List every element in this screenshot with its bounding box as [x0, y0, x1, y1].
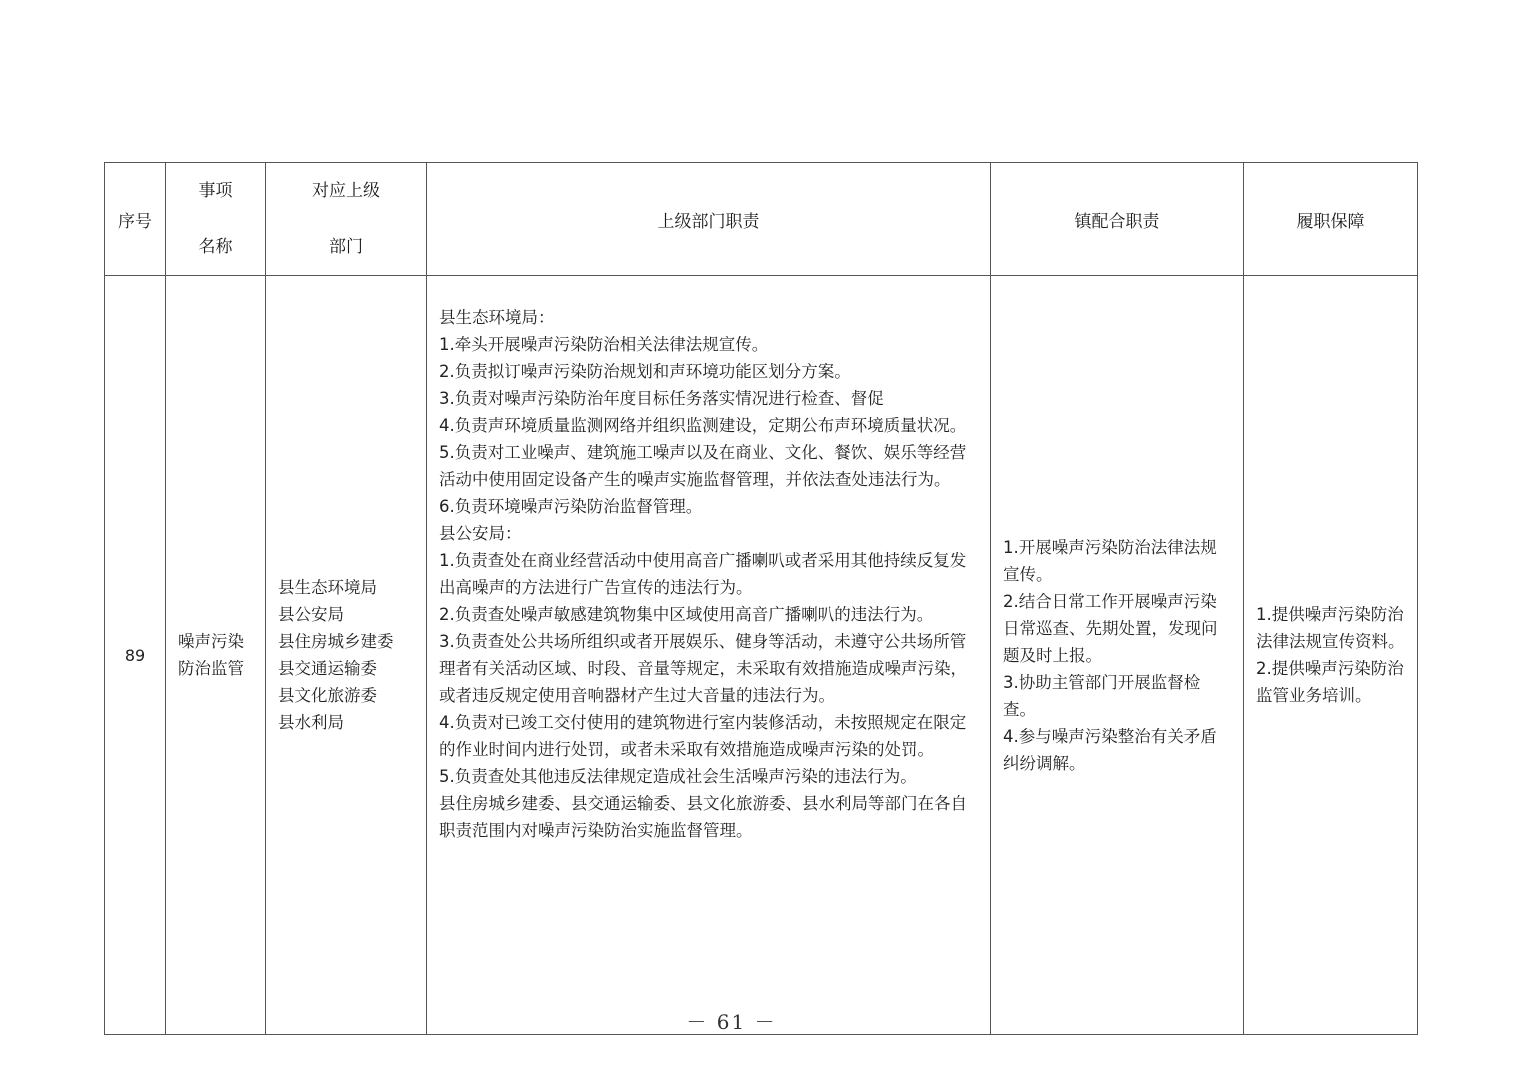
row-guarantee [1244, 276, 1418, 1035]
upper-duty-paragraph: 县住房城乡建委、县交通运输委、县文化旅游委、县水利局等部门在各自职责范围内对噪声污染防治实施监督管理。 [439, 794, 967, 840]
upper-duty-paragraph: 1.负责查处在商业经营活动中使用高音广播喇叭或者采用其他持续反复发出高噪声的方法进行广告宣传的违法行为。 [439, 551, 967, 597]
town-duty-item: 4.参与噪声污染整治有关矛盾纠纷调解。 [1003, 726, 1217, 773]
header-upper-duty: 上级部门职责 [427, 163, 991, 276]
department-item: 县住房城乡建委 [278, 632, 394, 651]
item-name-line: 噪声污染 [178, 632, 244, 651]
row-town-duty [991, 276, 1244, 1035]
upper-duty-paragraph: 县生态环境局： [439, 308, 555, 327]
header-dept-line2: 部门 [329, 237, 363, 257]
upper-duty-paragraph: 1.牵头开展噪声污染防治相关法律法规宣传。 [439, 335, 769, 354]
department-item: 县水利局 [278, 713, 344, 732]
row-seq: 89 [105, 276, 166, 1035]
upper-duty-paragraph: 4.负责声环境质量监测网络并组织监测建设，定期公布声环境质量状况。 [439, 416, 967, 435]
header-town-duty: 镇配合职责 [991, 163, 1244, 276]
header-guarantee: 履职保障 [1244, 163, 1418, 276]
department-item: 县交通运输委 [278, 659, 377, 678]
upper-duty-paragraph: 县公安局： [439, 524, 522, 543]
item-name-line: 防治监管 [178, 659, 244, 678]
upper-duty-paragraph: 3.负责对噪声污染防治年度目标任务落实情况进行检查、督促 [439, 389, 884, 408]
upper-duty-paragraph: 2.负责拟订噪声污染防治规划和声环境功能区划分方案。 [439, 362, 851, 381]
row-departments [266, 276, 427, 1035]
page-number: － 61 － [686, 1010, 777, 1034]
department-item: 县生态环境局 [278, 578, 377, 597]
town-duty-item: 3.协助主管部门开展监督检查。 [1003, 672, 1201, 719]
header-dept-line1: 对应上级 [312, 181, 380, 201]
department-item: 县文化旅游委 [278, 686, 377, 705]
header-item-line1: 事项 [198, 181, 233, 201]
row-item-name [166, 276, 266, 1035]
header-row [105, 163, 1418, 276]
row-upper-duty [427, 276, 991, 1035]
upper-duty-paragraph: 4.负责对已竣工交付使用的建筑物进行室内装修活动，未按照规定在限定的作业时间内进行处罚，或者未采取有效措施造成噪声污染的处罚。 [439, 713, 967, 759]
upper-duty-paragraph: 6.负责环境噪声污染防治监督管理。 [439, 497, 703, 516]
guarantee-item: 1.提供噪声污染防治法律法规宣传资料。 [1256, 605, 1405, 651]
header-department [266, 163, 427, 276]
upper-duty-paragraph: 5.负责对工业噪声、建筑施工噪声以及在商业、文化、餐饮、娱乐等经营活动中使用固定设备产生的噪声实施监督管理，并依法查处违法行为。 [439, 443, 967, 489]
upper-duty-paragraph: 5.负责查处其他违反法律规定造成社会生活噪声污染的违法行为。 [439, 767, 917, 786]
table-row [105, 276, 1418, 1035]
header-item-name [166, 163, 266, 276]
upper-duty-paragraph: 2.负责查处噪声敏感建筑物集中区域使用高音广播喇叭的违法行为。 [439, 605, 934, 624]
town-duty-item: 2.结合日常工作开展噪声污染日常巡查、先期处置，发现问题及时上报。 [1003, 591, 1218, 665]
guarantee-item: 2.提供噪声污染防治监管业务培训。 [1256, 659, 1404, 705]
department-item: 县公安局 [278, 605, 344, 624]
header-item-line2: 名称 [198, 237, 233, 257]
town-duty-item: 1.开展噪声污染防治法律法规宣传。 [1003, 537, 1217, 584]
header-seq: 序号 [105, 163, 166, 276]
upper-duty-paragraph: 3.负责查处公共场所组织或者开展娱乐、健身等活动，未遵守公共场所管理者有关活动区域、时段、音量等规定，未采取有效措施造成噪声污染，或者违反规定使用音响器材产生过大音量的违法行为。 [439, 632, 967, 705]
duty-table [104, 162, 1418, 1035]
